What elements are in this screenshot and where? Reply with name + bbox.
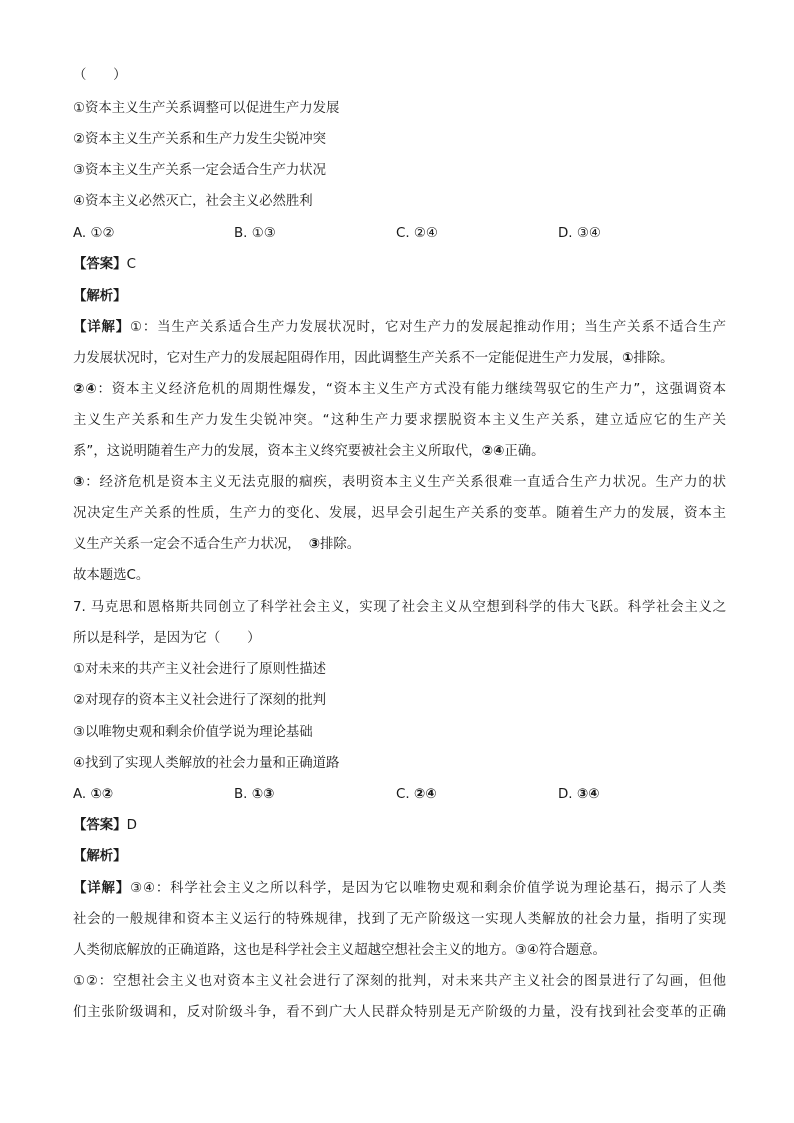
q6-detail-mark-4: ③	[73, 475, 86, 490]
q6-option-c: C. ②④	[396, 226, 438, 241]
q7-option-b	[234, 785, 274, 804]
q6-detail-line-8	[73, 535, 726, 554]
q6-detail-line-2	[73, 349, 726, 368]
q7-answer-row	[73, 816, 726, 835]
q6-detail-text-9: 排除。	[319, 537, 361, 552]
q7-detail-text-1: ③④：科学社会主义之所以科学，是因为它以唯物史观和剩余价值学说为理论基石，揭示了人类	[130, 881, 726, 896]
q7-stem-line-2: 所以是科学，是因为它（ ）	[73, 631, 261, 646]
q7-detail-line-2: 社会的一般规律和资本主义运行的特殊规律，找到了无产阶级这一实现人类解放的社会力量，指明了实现	[73, 912, 726, 927]
q7-answer-tag: 【答案】	[73, 818, 127, 833]
q6-detail-line-6	[73, 473, 726, 492]
q6-answer-row	[73, 255, 726, 274]
q6-detail-mark-3: ②④	[481, 444, 505, 459]
q6-stem-tail: （ ）	[73, 68, 127, 83]
q6-option-d: D. ③④	[558, 226, 601, 241]
q7-option-c-text: ②④	[413, 787, 437, 802]
q7-detail-tag: 【详解】	[73, 881, 131, 896]
q6-detail-text-8: 义生产关系一定会不适合生产力状况，	[73, 537, 301, 552]
q7-option-a	[73, 785, 113, 804]
q7-detail-line-3: 人类彻底解放的正确道路，这也是科学社会主义超越空想社会主义的地方。③④符合题意。	[73, 943, 606, 958]
q6-detail-text-5: 系”，这说明随着生产力的发展，资本主义终究要被社会主义所取代，	[73, 444, 482, 459]
q7-item-4: ④找到了实现人类解放的社会力量和正确道路	[73, 756, 340, 771]
q6-detail-line-7: 况决定生产关系的性质，生产力的变化、发展，迟早会引起生产关系的变革。随着生产力的发展，资本主	[73, 506, 726, 521]
q6-detail-line-3	[73, 380, 726, 399]
q7-option-a-text: ①②	[90, 787, 114, 802]
q6-detail-mark-1: ①	[622, 351, 634, 366]
q6-answer-tag: 【答案】	[73, 257, 127, 272]
q7-analysis-label: 【解析】	[73, 849, 127, 864]
q6-item-1: ①资本主义生产关系调整可以促进生产力发展	[73, 101, 340, 116]
q7-option-c-letter: C.	[396, 787, 414, 802]
q6-detail-line-5	[73, 442, 726, 461]
q7-option-d-letter: D.	[558, 787, 577, 802]
q7-detail-line-5: 们主张阶级调和，反对阶级斗争，看不到广大人民群众特别是无产阶级的力量，没有找到社会变革的正确	[73, 1005, 726, 1020]
q7-option-d-text: ③④	[576, 787, 600, 802]
q7-answer-value: D	[126, 818, 137, 833]
q6-detail-text-4: ：资本主义经济危机的周期性爆发，“资本主义生产方式没有能力继续驾驭它的生产力”，这强调资本	[97, 382, 726, 397]
q6-option-b: B. ①③	[234, 226, 276, 241]
q7-stem-line-1: 7. 马克思和恩格斯共同创立了科学社会主义，实现了社会主义从空想到科学的伟大飞跃。科学社会主义之	[73, 600, 726, 615]
q6-detail-line-4: 主义生产关系和生产力发生尖锐冲突。“这种生产力要求摆脱资本主义生产关系，建立适应它的生产关	[73, 413, 726, 428]
q7-analysis-tag	[73, 847, 726, 866]
q6-detail-mark-2: ②④	[73, 382, 98, 397]
q6-detail-text-6: 正确。	[504, 444, 545, 459]
q7-option-c	[396, 785, 437, 804]
q6-detail-text-1: ①：当生产关系适合生产力发展状况时，它对生产力的发展起推动作用；当生产关系不适合生产	[129, 320, 726, 335]
q6-analysis-tag	[73, 287, 726, 306]
q6-analysis-label: 【解析】	[73, 289, 127, 304]
q6-conclusion: 故本题选C。	[73, 568, 150, 583]
q6-detail-text-3: 排除。	[633, 351, 674, 366]
q6-answer-value: C	[126, 257, 136, 272]
q6-item-4: ④资本主义必然灭亡，社会主义必然胜利	[73, 194, 313, 209]
q7-detail-line-1	[73, 879, 726, 898]
q6-detail-text-7: ：经济危机是资本主义无法克服的痼疾，表明资本主义生产关系很难一直适合生产力状况。生产力的状	[85, 475, 727, 490]
q6-item-3: ③资本主义生产关系一定会适合生产力状况	[73, 163, 327, 178]
q7-option-b-letter: B.	[234, 787, 252, 802]
q7-item-2: ②对现存的资本主义社会进行了深刻的批判	[73, 693, 327, 708]
q7-option-b-text: ①③	[251, 787, 275, 802]
q7-item-1: ①对未来的共产主义社会进行了原则性描述	[73, 662, 327, 677]
q7-option-a-letter: A.	[73, 787, 91, 802]
q7-option-d	[558, 785, 600, 804]
q6-item-2: ②资本主义生产关系和生产力发生尖锐冲突	[73, 132, 327, 147]
q6-detail-line-1	[73, 318, 726, 337]
q6-detail-tag: 【详解】	[73, 320, 130, 335]
q6-detail-mark-5: ③	[308, 537, 320, 552]
q7-item-3: ③以唯物史观和剩余价值学说为理论基础	[73, 725, 313, 740]
q6-option-a: A. ①②	[73, 226, 115, 241]
q6-detail-text-2: 力发展状况时，它对生产力的发展起阻碍作用，因此调整生产关系不一定能促进生产力发展，	[73, 351, 623, 366]
q7-detail-line-4: ①②：空想社会主义也对资本主义社会进行了深刻的批判，对未来共产主义社会的图景进行了勾画，但他	[73, 974, 726, 989]
